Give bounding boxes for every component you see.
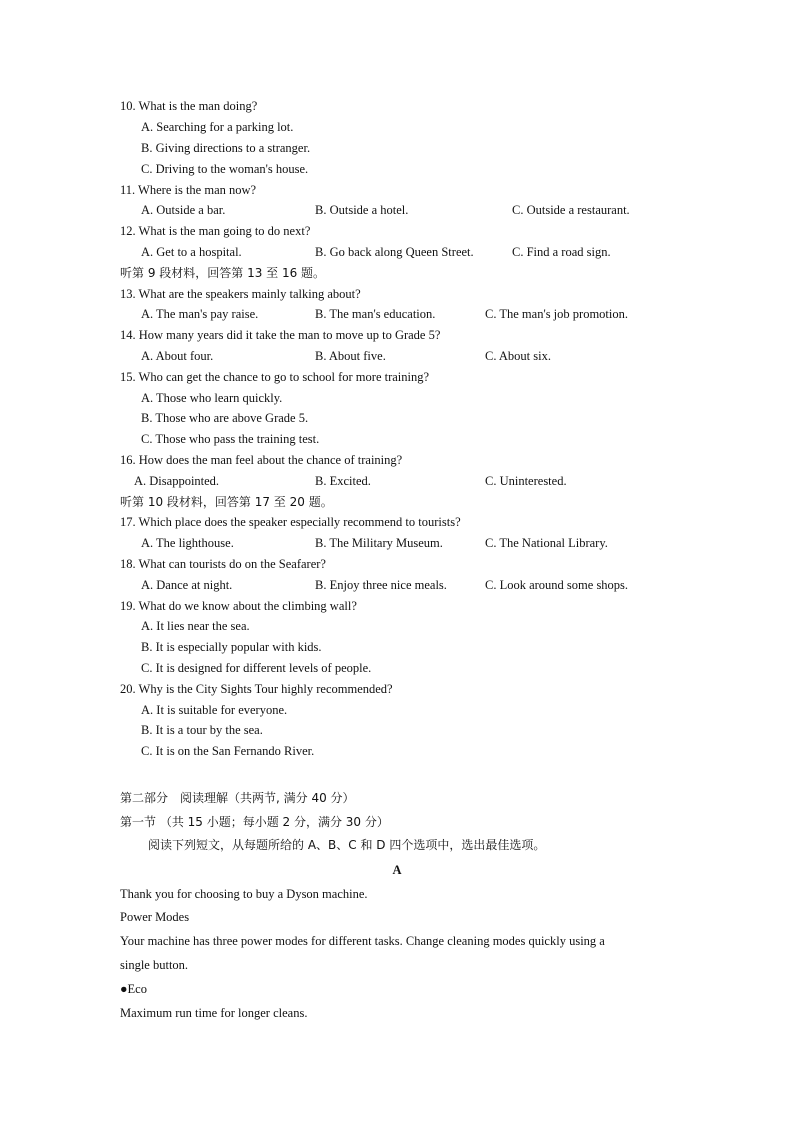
q12-option-b: B. Go back along Queen Street. bbox=[315, 245, 474, 259]
q14-option-b: B. About five. bbox=[315, 349, 386, 363]
q18-option-b: B. Enjoy three nice meals. bbox=[315, 578, 447, 592]
q19-option-b: B. It is especially popular with kids. bbox=[141, 640, 322, 654]
question-15: 15. Who can get the chance to go to school for more training? bbox=[120, 370, 430, 384]
q11-option-b: B. Outside a hotel. bbox=[315, 203, 409, 217]
q14-option-c: C. About six. bbox=[485, 349, 551, 363]
q14-option-a: A. About four. bbox=[141, 349, 214, 363]
q20-option-a: A. It is suitable for everyone. bbox=[141, 703, 288, 717]
question-13: 13. What are the speakers mainly talking about? bbox=[120, 287, 361, 301]
q11-option-a: A. Outside a bar. bbox=[141, 203, 226, 217]
instruction-passage-9: 听第 9 段材料，回答第 13 至 16 题。 bbox=[120, 266, 326, 280]
q15-option-a: A. Those who learn quickly. bbox=[141, 391, 283, 405]
q19-option-a: A. It lies near the sea. bbox=[141, 619, 250, 633]
q13-option-a: A. The man's pay raise. bbox=[141, 307, 259, 321]
question-17: 17. Which place does the speaker especially recommend to tourists? bbox=[120, 515, 461, 529]
q10-option-a: A. Searching for a parking lot. bbox=[141, 120, 294, 134]
q19-option-c: C. It is designed for different levels of people. bbox=[141, 661, 372, 675]
q17-option-a: A. The lighthouse. bbox=[141, 536, 234, 550]
passage-line-6: Maximum run time for longer cleans. bbox=[120, 1006, 308, 1020]
question-12: 12. What is the man going to do next? bbox=[120, 224, 311, 238]
q12-option-a: A. Get to a hospital. bbox=[141, 245, 242, 259]
q17-option-b: B. The Military Museum. bbox=[315, 536, 443, 550]
q16-option-a: A. Disappointed. bbox=[134, 474, 220, 488]
q17-option-c: C. The National Library. bbox=[485, 536, 608, 550]
question-10: 10. What is the man doing? bbox=[120, 99, 258, 113]
q20-option-b: B. It is a tour by the sea. bbox=[141, 723, 263, 737]
passage-line-5: ●Eco bbox=[120, 982, 147, 996]
q11-option-c: C. Outside a restaurant. bbox=[512, 203, 630, 217]
q13-option-b: B. The man's education. bbox=[315, 307, 436, 321]
q18-option-a: A. Dance at night. bbox=[141, 578, 233, 592]
q10-option-b: B. Giving directions to a stranger. bbox=[141, 141, 311, 155]
passage-line-4: single button. bbox=[120, 958, 189, 972]
q10-option-c: C. Driving to the woman's house. bbox=[141, 162, 309, 176]
question-14: 14. How many years did it take the man to move up to Grade 5? bbox=[120, 328, 441, 342]
q18-option-c: C. Look around some shops. bbox=[485, 578, 629, 592]
q15-option-c: C. Those who pass the training test. bbox=[141, 432, 320, 446]
passage-line-2: Power Modes bbox=[120, 910, 190, 924]
question-19: 19. What do we know about the climbing wall? bbox=[120, 599, 357, 613]
q15-option-b: B. Those who are above Grade 5. bbox=[141, 411, 309, 425]
instruction-passage-10: 听第 10 段材料，回答第 17 至 20 题。 bbox=[120, 495, 333, 509]
reading-instruction: 阅读下列短文，从每题所给的 A、B、C 和 D 四个选项中，选出最佳选项。 bbox=[148, 838, 546, 852]
passage-line-3: Your machine has three power modes for different tasks. Change cleaning modes quickly using a bbox=[120, 934, 605, 948]
q13-option-c: C. The man's job promotion. bbox=[485, 307, 628, 321]
q12-option-c: C. Find a road sign. bbox=[512, 245, 611, 259]
q20-option-c: C. It is on the San Fernando River. bbox=[141, 744, 315, 758]
passage-label: A bbox=[392, 863, 402, 877]
section-one-title: 第一节 （共 15 小题；每小题 2 分，满分 30 分） bbox=[120, 815, 389, 829]
question-11: 11. Where is the man now? bbox=[120, 183, 257, 197]
q16-option-c: C. Uninterested. bbox=[485, 474, 567, 488]
question-16: 16. How does the man feel about the chance of training? bbox=[120, 453, 403, 467]
passage-line-1: Thank you for choosing to buy a Dyson machine. bbox=[120, 887, 368, 901]
question-18: 18. What can tourists do on the Seafarer? bbox=[120, 557, 326, 571]
q16-option-b: B. Excited. bbox=[315, 474, 371, 488]
question-20: 20. Why is the City Sights Tour highly recommended? bbox=[120, 682, 393, 696]
part-two-title: 第二部分 阅读理解（共两节, 满分 40 分） bbox=[120, 791, 355, 805]
